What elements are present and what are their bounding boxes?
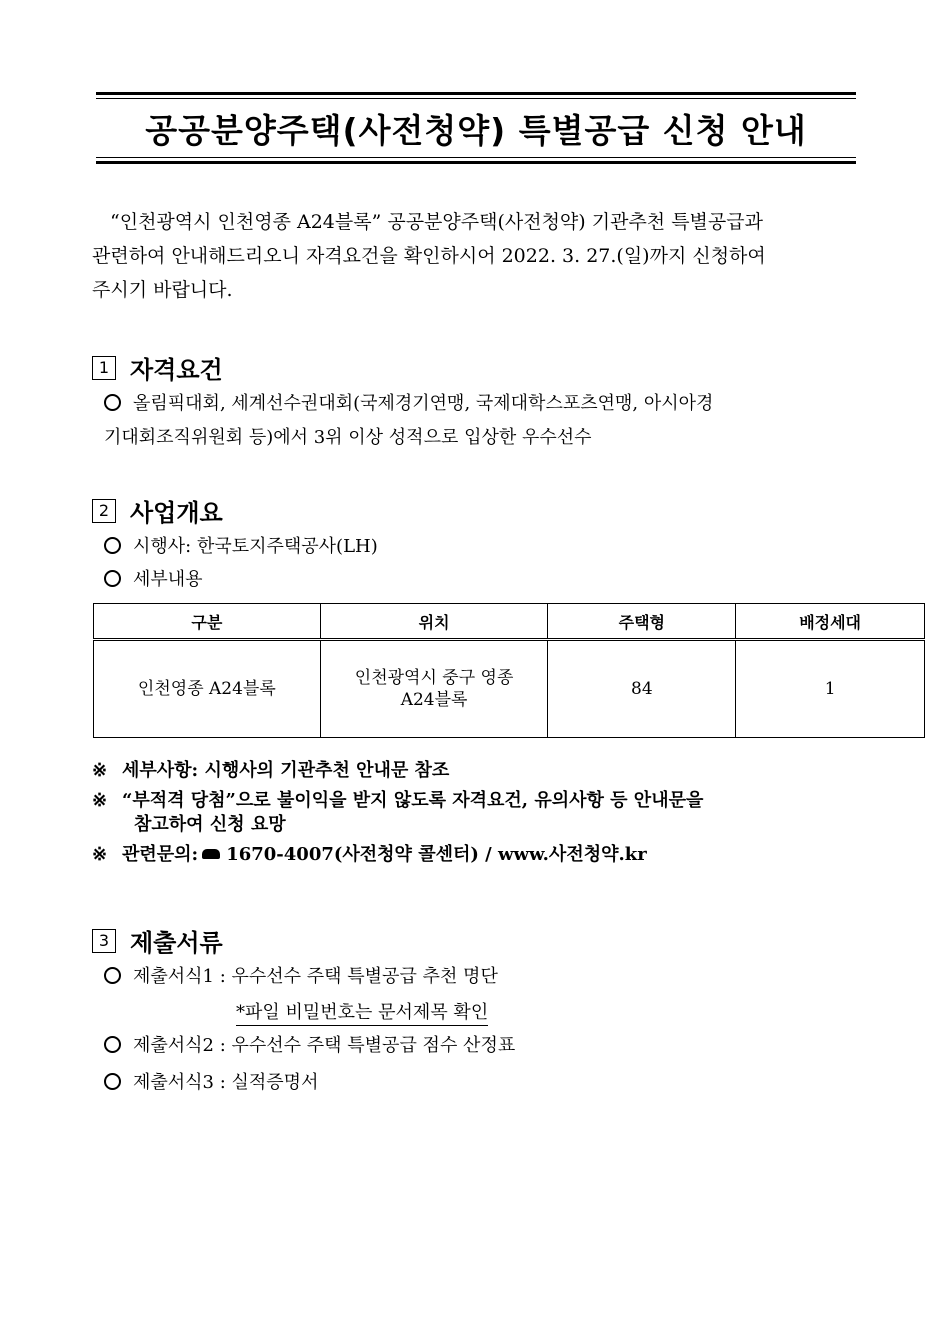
note-prefix: 관련문의: [122,844,199,865]
page-title: 공공분양주택(사전청약) 특별공급 신청 안내 [145,111,807,150]
section-number: 2 [92,499,116,523]
bullet-text: 올림픽대회, 세계선수권대회(국제경기연맹, 국제대학스포츠연맹, 아시아경 [133,393,714,414]
table-header-cell: 위치 [320,604,548,640]
bullet-item [104,1068,318,1094]
password-note-text: *파일 비밀번호는 문서제목 확인 [236,1002,488,1026]
table-header-row [94,604,925,640]
bullet-item [104,565,203,591]
note-text: 1670-4007(사전청약 콜센터) / www.사전청약.kr [226,844,647,865]
table-cell-location [320,640,548,738]
note-text: “부적격 당첨”으로 불이익을 받지 않도록 자격요건, 유의사항 등 안내문을 [122,790,704,811]
table-cell-units: 1 [736,640,925,738]
section-1-heading [92,350,223,385]
table-header-cell: 배정세대 [736,604,925,640]
bullet-text: 제출서식1 : 우수선수 주택 특별공급 추천 명단 [133,966,498,987]
reference-mark: ※ [92,760,108,781]
note-item [92,756,449,782]
note-text: 세부사항: 시행사의 기관추천 안내문 참조 [122,760,450,781]
section-2-heading [92,493,223,528]
circle-bullet-icon [104,394,121,411]
detail-table [93,603,925,738]
section-3-heading [92,923,223,958]
section-title: 제출서류 [130,929,223,957]
bullet-item [104,532,378,558]
bullet-text: 세부내용 [133,569,203,590]
bullet-item [104,962,498,988]
intro-line: 관련하여 안내해드리오니 자격요건을 확인하시어 2022. 3. 27.(일)까지 신청하여 [92,245,766,267]
intro-line: 주시기 바랍니다. [92,279,233,301]
intro-line: “인천광역시 인천영종 A24블록” 공공분양주택(사전청약) 기관추천 특별공급과 [110,211,763,233]
telephone-icon [202,849,220,859]
bullet-text: 제출서식2 : 우수선수 주택 특별공급 점수 산정표 [133,1035,516,1056]
table-header-cell: 구분 [94,604,321,640]
password-note [236,998,488,1024]
circle-bullet-icon [104,1036,121,1053]
location-line: A24블록 [400,690,468,710]
reference-mark: ※ [92,790,108,811]
table-row [94,640,925,738]
circle-bullet-icon [104,570,121,587]
reference-mark: ※ [92,844,108,865]
bullet-continuation: 기대회조직위원회 등)에서 3위 이상 성적으로 입상한 우수선수 [104,427,592,448]
bullet-item [104,1031,515,1057]
note-item [92,786,703,812]
section-title: 사업개요 [130,499,223,527]
section-number: 1 [92,356,116,380]
table-cell-division: 인천영종 A24블록 [94,640,321,738]
table-header-cell: 주택형 [548,604,736,640]
location-line: 인천광역시 중구 영종 [354,668,514,688]
note-item [92,840,647,866]
circle-bullet-icon [104,967,121,984]
table-cell-housing-type: 84 [548,640,736,738]
intro-paragraph [92,205,862,307]
bullet-item [104,389,713,415]
bullet-text: 시행사: 한국토지주택공사(LH) [133,536,378,557]
bullet-text: 제출서식3 : 실적증명서 [133,1072,319,1093]
circle-bullet-icon [104,1073,121,1090]
note-continuation: 참고하여 신청 요망 [134,814,286,835]
circle-bullet-icon [104,537,121,554]
section-number: 3 [92,929,116,953]
section-title: 자격요건 [130,356,223,384]
title-box [96,92,856,164]
